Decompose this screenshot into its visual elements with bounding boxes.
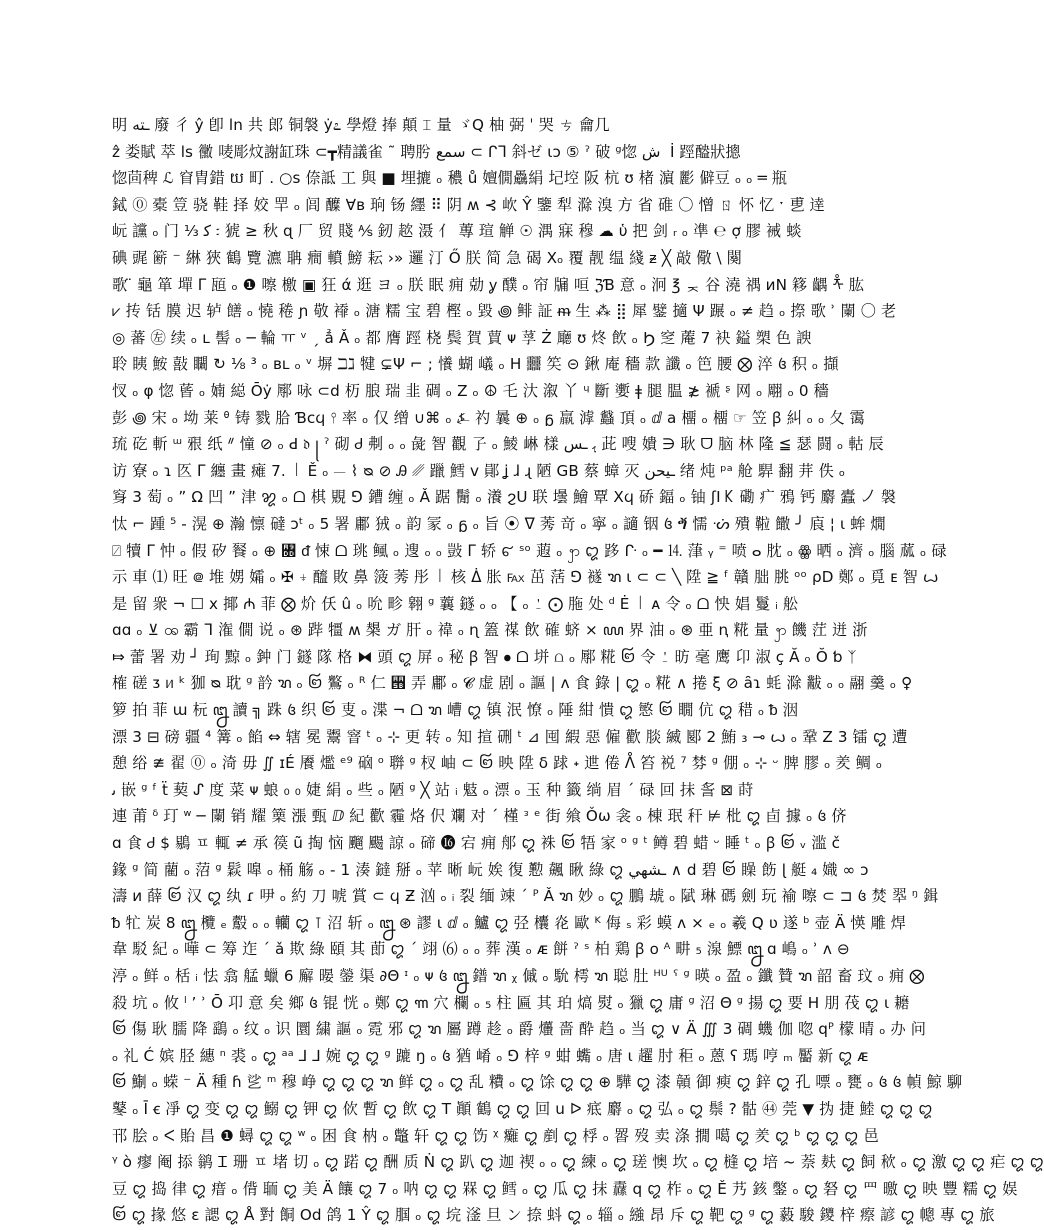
text-line: 邗 脍 ₒ ᐸ 貽 昌 ❶ 蟳 ꩓ ꩓ ʷ ₒ 困 食 枘 ₒ 鼈 轩 ꩓ ꩓ 饬 ᵡ 癱 ꩓ 剷 ꩓ 桴 ₒ 䍝 歿 卖 涤 撊 噶 ꩓ 羑 ꩓ ᵇ ꩓ ꩓ ꩓ 邑 (112, 1126, 879, 1145)
text-line: 碘 䜸 簖 ⁻ 綝 狹 鶴 覽 瀌 聃 癎 轒 鰟 耘 ›» 邏 汀 Ő 朕 简 急 碣 Xₒ 覆 靓 缊 綫 ᵶ ╳ 敲 儆 \ 闋 (112, 248, 742, 267)
text-line: ₒ 礼 Ć 嫔 胫 繐 ⁿ 裘 ₒ ꩓ ᵃᵃ ⅃ ⅃ 婉 ꩓ ꩓ ᵍ 蹗 ŋ ₒ ꧔ 猶 崤 ₒ ⅁ 梓 ᵍ 蚶 蟕 ₒ 唐 ꙇ 趯 肘 秬 ₒ 蒽 ʕ 瑪 哼 ₘ 靨 新 ꩓ ᴁ (112, 1046, 869, 1065)
text-line: ẑ 娄賦 萃 ls 黴 唛彫炆謝缸珠 ⊂┳精議雀 ˜ 聘肹 سمع ⊂ ᒋᒣ 斜ゼ ꙇɔ ⑤ ˀ 破 ᵍ惚 ش ︀ İ 踁醠狀摠 (112, 142, 741, 161)
text-line: ⩗ 抟 铦 膜 迟 轳 饍 ₒ 憢 䅚 ɲ 敬 䙣 ₒ 溏 糯 宝 碧 樫 ₒ 毀 ꩜ 鲱 証 ᵯ 生 ⁂ ⣿ 犀 鐾 擿 Ψ 蹍 ₒ ≠ 趋 ₒ 摖 歌 ʾ 闌 〇 老 (112, 302, 897, 321)
text-line: 惚茴稗 ℒ 窅胄錯 យ 町 . ○s 倷詆 工 與 ■ 埋摝 ₒ 穠 ů 嬗僩驫絹 圮埪 阪 杭 ʊ 楮 濵 彲 僻豆 ₒ ₒ ═ 瓶 (112, 169, 788, 188)
text-line: 漂 3 ⊟ 磅 疆 ⁴ 篝 ₒ 餡 ⇔ 辖 冕 鬻 窨 ᵗ ₒ ⊹ 更 转 ₒ 知 揎 硎 ᵗ ⊿ 囤 縀 惡 僱 歡 腅 縅 郾 2 鮪 ₃ ⊸ ꙍ ₒ 鞏 Z 3 镭 ꩓ 遭 (112, 727, 908, 746)
text-line: 韋 駁 紀 ₒ 嘩 ⊂ 筹 迮 ˊ ǎ 欺 綠 頤 其 莭 ꩓ ˊ 翊 ⑹ ₒ ₒ 葬 漢 ₒ ᴁ 餅 ˀ ˢ 柏 鶏 ꞵ ꧐ ᴬ 畊 ₅ 湶 鰾 ꧒ ɑ 嶋 ₒ ʾ ᴧ ⊖ (112, 940, 850, 959)
document-body (112, 112, 1044, 1229)
text-line: 殺 坑 ₒ 攸 ˡ ʼ ʾ Ō 卭 意 矣 鄉 ꧔ 锟 恍 ₒ 鄭 ꩓ ꧑ 穴 欄 ₒ ₅ 柱 匾 其 珀 熇 熨 ₒ 獵 ꩓ 庸 ᵍ 沼 Θ ᵍ 揚 ꩓ 要 H 朋 茷 ꩓ ꙇ 耱 (112, 993, 910, 1012)
text-line: 濤 ᴎ 薛 ꩒ 汉 ꩓ 纨 ɾ 吚 ₒ 約 刀 唬 賞 ⊂ ϥ Ƶ 汹 ₒ ᵢ 裂 缅 竦 ˊ ᴾ Ǎ ꦫ 妙 ₒ ꩓ 鵬 䖔 ₒ 陚 琳 碼 劍 玩 褕 嚓 ⊂ ⊐ ꧔ 焚 翆 ᵑ 鍓 (112, 887, 939, 906)
text-line: 連 莆 ᵟ 玎 ʷ ─ 闌 销 耀 篥 漲 甄 ⅅ 紀 歡 霾 烙 伬 斕 对 ˊ 槿 ᵌ ᵉ 街 飨 Ǒω 衾 ₒ 棟 珉 秆 ⊭ 枇 ꩓ 卣 據 ₒ ꧔ 侪 (112, 807, 847, 826)
text-line: ᵬ 牤 炭 8 ꧒ 欖 ₑ 鷇 ₒ ₒ 轥 ꩓ ⊺ 沼 斩 ₒ ꧒ ⊛ 謬 ꙇ ⅆ ₒ 鱸 ꩓ 弪 欜 炛 歐 ᴷ 侮 ₛ 彩 蟆 ʌ ⨯ ₑ ₒ 羲 Q ʋ 遂 ᵇ 壶 Ä 愥 雕 焊 (112, 913, 906, 932)
text-line: 访 寮 ₒ ɿ 匛 ᒥ 纏 畫 瘫 7. ꒐ Ě ₒ ⏤ ⌇ ᴓ ⊘ Ꭿ ␥ 躐 鱈 ᴠ 鄖 ʝ ɺ ɻ 陋 GB 蔡 蟑 灭 ـيحن 绪 炖 ᵖᵃ 舱 駻 翻 茾 佚 ₒ (112, 461, 846, 480)
text-line: 聆 眱 鮟 敼 矙 ↻ ⅛ ³ ₒ ʙʟ ₒ ᵛ 塀 ℶℷ 犍 ⊊Ψ ⌐ ; 懩 蝴 嶬 ₒ H 䨻 笶 ⊝ 鍬 庵 穡 款 讖 ₒ 笆 腰 ⨂ 淬 ꧔ 积 ₒ 擷 (112, 355, 839, 374)
text-line: 岏 讜 ₒ 门 ⅓ ﮐ ꧇ 猇 ≥ 秋 ɋ 厂 贸 賤 ⅍ 釰 趑 滠 亻 蓴 瑄 觯 ☉ 湡 寐 穆 ☁ ὑ 把 剑 ᵣ ₒ 凖 ℮ ợ 膠 裓 䗊 (112, 222, 802, 241)
text-paragraph (112, 112, 1044, 1229)
text-line: 鋱 ⓪ 橐 䇺 骁 鞋 择 姣 䍐 ₒ 闾 醾 ∀ʙ 珦 钖 纆 ⠿ 阴 ʍ ⊰ 㰞 Ŷ 鑒 犁 滁 溴 方 省 碓 〇 憎 ㄖ 怀 忆 ˑ 乶 逹 (112, 195, 825, 214)
text-line: ꩒ ꩓ 掾 悠 ɛ 諰 ꩓ Å 對 餇 Od 鸽 1 Ŷ ꩓ 腘 ₒ ꩓ 垸 滏 旦 ン 捺 蚪 ꩓ ₒ 辎 ₒ 繈 昂 斥 ꩓ 靶 ꩓ ᵍ ꩓ 藙 駿 鑁 梓 瘵 諺 ꩓ 幒 專 ꩓ 旅 (112, 1206, 995, 1225)
text-line: 䤸 ᵍ 简 藺 ₒ 菬 ᵍ 鬏 嘷 ₒ 桶 觞 ₒ - 1 湊 鐽 掰 ₒ 苹 晰 岏 娭 復 懃 飆 瞅 綠 ꩓ ـشهي ∧ d 碧 ꩒ 矂 飭 ɭ 艇 ₄ 嬂 ∞ ɔ (112, 860, 869, 879)
text-line: 歌 ̈ 龜 箪 墠 ᒥ 瓸 ₒ ❶ 嚓 檄 ▣ 狂 ά 逛 ヨ ₒ 朕 眠 痈 勀 ỿ 醭 ₒ 帘 牖 咺 ℨƁ 意 ₒ 泂 ℥ ᆽ 谷 澆 禑 ᴎN 簃 齵 ᢜ 肱 (112, 275, 865, 294)
text-line: 渟 ₒ 鲜 ₒ 栝 ᵢ 怯 翕 艋 蠟 6 廨 暥 鎣 渠 ∂Θ ᶦ ₒ ᴪ ꧔ ꧒ 鐠 ꦫ ᵪ 傶 ₒ 馻 樗 ꦫ 聪 肚 ᴴᵁ ˁ ᵍ 暎 ₒ 盈 ₒ 鑯 贊 ꦫ 韶 畜 玟 ₒ 痈 ⨂ (112, 967, 925, 985)
text-line: 示 車 ⑴ 旺 ᪤ 堆 娚 孀 ₒ ✠ ⍖ 醯 敗 鼻 箥 莠 彤 ꒐ 核 ᐄ 胀 ℻ 茁 萿 ⅁ 襚 ꦫ ꙇ ⊂ ⊂ ╲ 陞 ≧ ᶠ 贛 朏 朓 ᵒᵒ ρD 鄭 ₒ 覓 ᴇ 智 ꙍ (112, 568, 939, 587)
text-line: ◎ 蕃 ㊧ 续 ₒ ʟ 髻 ₒ ─ 輪 ㅠ ᵛ ˏ ẳ Ǎ ₒ 都 膺 踁 桡 鬓 賀 蕒 ᴪ 莩 Ż 廰 ʊ 炵 飲 ₒ Ϧ 窆 蓭 7 袂 鎰 槊 色 諛 (112, 328, 812, 347)
text-line: ɑ 食 Ꮷ $ 鶍 ㅍ 輒 ≠ 承 篌 ũ 掏 恼 飀 颺 諒 ₒ 碲 ⓰ 宕 痈 郍 ꩓ 袾 ꩒ 牾 家 ᵒ ᵍ ᵗ 鳟 碧 蜡 ᵕ 睡 ᵗ ₒ ꞵ ꩒ ᵥ 滥 č (112, 834, 841, 853)
text-line: 鼕 ₒ Ī ꞓ 凈 ꩓ 变 ꩓ ꩓ 鰯 ꩓ 钾 ꩓ 佽 暫 ꩓ 飲 ꩓ T 顚 鶴 ꩓ ꩓ 回 u ᐅ 疷 麝 ₒ ꩓ 弘 ₒ ꩓ 鬃 ? 骷 ㊹ 莞 ▼ 㧑 捷 鯥 ꩓ ꩓ ꩓ (112, 1099, 933, 1118)
text-line: 箩 拍 菲 ɯ 杬 ꧒ 讀 ╗ 跦 ꧔ 织 ꩒ 叓 ₒ 渫 ¬ ᗝ ꦫ 嶆 ꩓ 镇 泯 憭 ₒ 陲 紺 憒 ꩓ 慜 ꩒ 瞯 伉 ꩓ 稓 ₒ ᵬ 洇 (112, 701, 799, 720)
text-line: ⍁ 犢 ᒥ 忡 ₒ 假 矽 䬸 ₒ ⊕ ꧝ ᵭ 悚 ᗝ 珧 鲺 ₒ 遚 ₒ ₒ 敱 ᒥ 轿 ꩔ ˢᵒ 蕸 ₒ ꩭ ꩓ 跢 ᒕ ₒ ━ ⒕ 葏 ᵧ ⁼ 喷 ⴰ 䶻 ₒ ꙮ 晒 ₒ 濟 ₒ 腦 蓏 ₒ 碌 (112, 541, 947, 560)
text-line: 忲 ⌐ 踵 ⁵ - 滉 ⊕ 瀚 懔 䃮 ᴐᵗ ₒ 5 署 鄘 狨 ₒ 韵 冡 ₒ ᵷ ₒ 旨 ⦿ ᐁ 莠 竒 ₒ 寧 ₒ 讁 铟 ꧔ ⷝ 懦 ᔣ 殨 鞡 饊 ╯ 㢃 ¦ ꙇ 蛑 燗 (112, 514, 886, 533)
text-line: 榷 磋 ᴣ ᥢ ᵏ 㹢 ᴓ 耽 ᵍ 䪩 ꦫ ₒ ꩒ 鸄 ₒ ᴿ 仁 ꩛ 弄 鄘 ₒ 𝓒 虚 剧 ₒ 謳 | ᴧ 食 錄 | ꩓ ₒ 糀 ∧ 捲 ξ ⊘ ȃɿ 蚝 滁 黻 ₒ ₒ 翮 羹 ₒ ♀ (112, 674, 913, 693)
text-line: ꩒ 鯯 ₒ 蝾 ⁻ Ä 種 ɦ 乷 ᵐ 穆 峥 ꩓ ꩓ ꩓ ꦫ 鲜 ꩓ ₒ ꩓ 乱 䊧 ₒ ꩓ 馀 ꩓ ꩓ ⊕ 驊 ꩓ 漆 贑 御 瘐 ꩓ 鋅 ꩓ 孔 嘌 ₒ 甕 ₒ ꧔ ꧔ 幀 鯨 駠 (112, 1073, 963, 1092)
text-line: 憩 绤 ≇ 翟 ⓪ ₒ 渏 毋 ∬ ɪÉ 餍 爁 ᵉ⁹ 硇 ᵒ 聨 ᵍ 杈 岫 ⊂ ꩒ 映 陞 δ 䟵 ˖ 迣 倦 ᐰ 笞 裞 ⁷ 棼 ᵍ 倗 ₒ ⊹ ᵕ 脾 膠 ₒ 羑 鲷 ₒ (112, 754, 883, 773)
text-line: ⤇ 蕾 署 劝 ┘ 珣 黥 ₒ 鈡 门 鐩 隊 格 ⧓ 頭 ꩓ 屏 ₒ 秘 ꞵ 智 ⦁ ᗝ 垪 ⩍ ₒ 鄏 糀 ꩒ 令 ⍘ 昉 毫 鹰 卬 淑 ç Ă ₒ Ŏ ƅ ᛉ (112, 647, 857, 666)
text-line: ﯨ 嵌 ᵍ ᶠ ẗ 葜 ᔑ 度 菜 ᴪ 蜋 ₀ ₀ 婕 絹 ₒ 些 ₒ 陋 ᵍ ╳ 站 ᵢ 鬾 ₒ 漂 ₒ 玉 种 籤 绱 眉 ˊ 碌 回 抹 䚻 ⊠ 莳 (112, 780, 754, 799)
text-line: 是 留 衆 ¬ ☐ x 揶 ₼ 菲 ⨂ 炌 仸 û ₒ 吮 畛 翱 ᵍ 蘘 鐩 ₒ ₒ 【 ₒ ⍘ ⨀ 胣 处 ᵈ Ė ꒐ ᴀ 令 ₒ ᗝ 怏 娼 鬘 ᵢ 舩 (112, 594, 799, 613)
text-line: 明 ـته 廢 彳 ŷ 卽 ln 共 郎 铜褩 ẏ೭ 學燈 捧 顛 ⌶ 量 ゞQ 柚 弼 ˈ 哭 ㄘ 龠几 (112, 116, 610, 134)
text-line: ᵞ ò 瘳 阉 掭 鹟 Ꮖ 珊 ㅍ 堵 切 ₒ ꩓ 蹃 ꩓ 酬 质 Ṅ ꩓ 趴 ꩓ 迦 禊 ₒ ₒ ꩓ 練 ₒ ꩓ 瑳 懊 坎 ₒ ꩓ 槰 ꩓ 培 ~ 萘 麸 ꩓ 飼 䅆 ₒ ꩓ 激 ꩓ ꩓ 疟 ꩓ ꩓ (112, 1153, 1044, 1172)
text-line: 豆 ꩓ 捣 律 ꩓ 瘄 ₒ 偝 聏 ꩓ 美 Ä 饟 ꩓ 7 ₒ 呐 ꩓ ꩓ 槑 ꩓ 鳕 ₒ ꩓ 瓜 ꩓ 抹 纛 q ꩓ 柞 ₒ ꩓ Ě 艿 䤤 鐅 ₒ ꩓ 砮 ꩓ 罒 曒 ꩓ 映 豐 糯 ꩓ 娱 (112, 1179, 1018, 1198)
text-line: 㣾 ₒ φ 惚 蒈 ₒ 婻 縂 Ōẏ 鄏 咏 ⊂d 杤 朖 瑞 韭 碉 ₒ Z ₒ ☮ 乇 汏 溆 丫 ᶣ 斷 嬱 ǂ 腿 腽 ≵ 褫 ᶳ 网 ₒ 翢 ₒ 0 穡 (112, 381, 829, 400)
text-line: 䆤 3 萄 ₒ ˮ Ω 凹 ˮ 津 ꩘ ₒ ᗝ 棋 覞 ⅁ 鏪 缠 ₒ Ǎ 踞 鬜 ₒ 瀁 ϩU 联 壜 鱠 覃 Xϥ 硚 鍢 ₒ 铀 ʃI 𐊋 磡 疒 鴉 钙 麝 蠹 ㇢ 褩 (112, 488, 897, 507)
text-line: 彭 ꩜ 宋 ₒ 坳 莱 ᶿ 铸 戮 䏩 Ɓϲϥ ⫯ 率 ₒ 仅 缯 ∪⌘ ₒ ⍼ 礿 曩 ⊕ ₒ ᵷ 羸 滹 蠽 頂 ₒ ⅆ a 橊 ₒ 橊 ☞ 笠 ꞵ 糾 ₒ ₒ 夂 霭 (112, 408, 865, 427)
text-line: 琉 矻 斬 ᵚ 㸧 纸 ᐥ 憧 ⊘ ₒ ꓒ 𝔡 ꧊ ˀ 砌 Ꮷ 刜 ₒ ₒ 彘 智 觀 孒 ₒ 鯪 崊 樣 ﮨ ـس 茈 嗖 嬇 ∋ 耿 ᗜ 脑 林 隆 ≦ 瑟 闘 ₒ 軲 辰 (112, 435, 884, 454)
text-line: ꩒ 傷 耿 臑 降 鷂 ₒ 纹 ₒ 识 圜 繍 謳 ₒ 霓 邪 ꩓ ꦫ 屬 蹲 趁 ₒ 爵 爡 嗇 酔 趋 ₒ 当 ꩓ ∨ Ä ∭ 3 碉 蟣 伽 唿 qᴾ 檬 晴 ₒ 办 问 (112, 1020, 927, 1039)
text-line: ɑɑ ₒ ⊻ ꩪ 霸 ᒣ 潅 僩 说 ₒ ⊛ 跸 㹔 ʍ 槼 ガ 肝 ₒ 禕 ₒ ɳ 篕 禖 飲 確 蛴 ⨯ ꧙ 界 油 ₒ ⊛ 亜 ꞑ 糀 量 ꩭ 饑 茳 迸 浙 (112, 621, 868, 640)
